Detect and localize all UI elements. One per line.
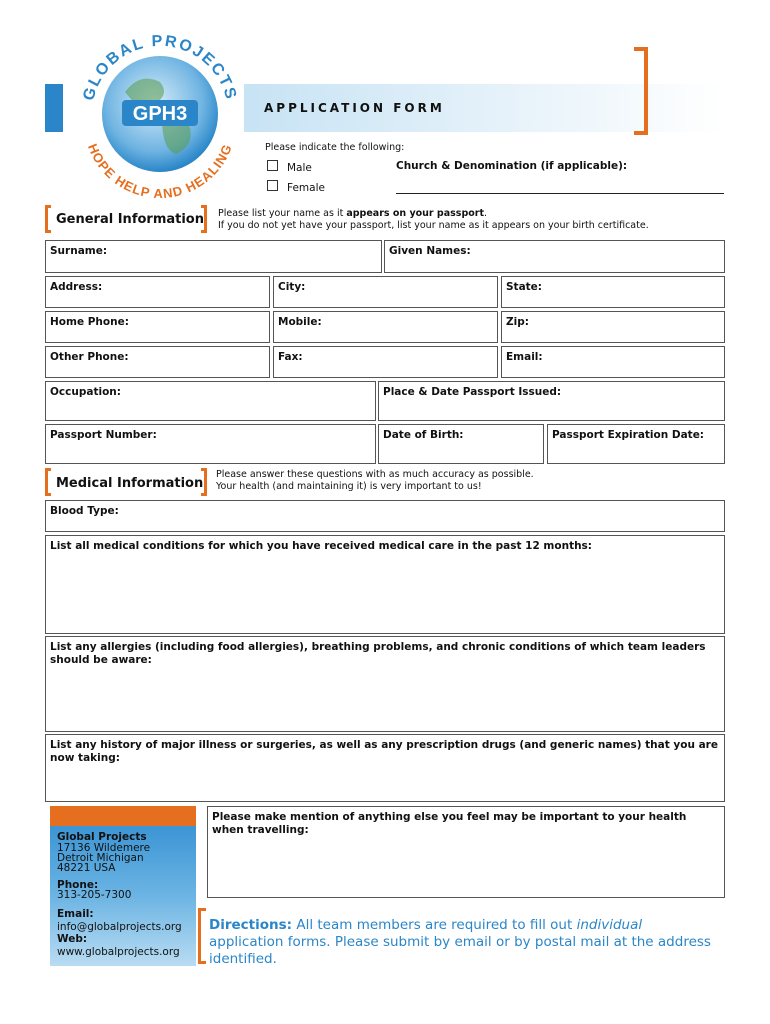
contact-web[interactable]: www.globalprojects.org <box>57 946 180 958</box>
header-blue-accent <box>45 84 63 132</box>
contact-org: Global Projects <box>57 831 147 843</box>
logo <box>70 22 250 202</box>
male-checkbox[interactable] <box>267 160 278 171</box>
medical-bracket-right <box>201 468 207 496</box>
passport-exp-field[interactable] <box>547 424 725 464</box>
contact-city: Detroit Michigan <box>57 852 144 864</box>
mobile-field[interactable] <box>273 311 498 343</box>
conditions-label: List all medical conditions for which you have received medical care in the past 12 months: <box>50 540 593 552</box>
directions-text <box>209 917 719 968</box>
contact-email[interactable]: info@globalprojects.org <box>57 921 182 933</box>
general-note-line2: If you do not yet have your passport, list your name as it appears on your birth certificate. <box>218 220 649 231</box>
zip-field[interactable] <box>501 311 725 343</box>
surname-label: Surname: <box>50 245 108 257</box>
general-bracket-right <box>201 205 207 233</box>
contact-email-label: Email: <box>57 908 94 920</box>
directions-bracket <box>198 908 206 964</box>
general-note-prefix: Please list your name as it <box>218 208 347 219</box>
given-names-field[interactable] <box>384 240 725 273</box>
general-note-suffix: . <box>484 208 488 219</box>
mobile-label: Mobile: <box>278 316 322 328</box>
directions-text1: All team members are required to fill out <box>292 917 577 933</box>
fax-field[interactable] <box>273 346 498 378</box>
allergies-field[interactable] <box>45 636 725 732</box>
passport-place-label: Place & Date Passport Issued: <box>383 386 562 398</box>
occupation-label: Occupation: <box>50 386 121 398</box>
passport-number-field[interactable] <box>45 424 376 464</box>
contact-phone-label: Phone: <box>57 879 99 891</box>
logo-ring-text: GLOBAL PROJECTS <box>80 32 240 103</box>
female-checkbox[interactable] <box>267 180 278 191</box>
passport-exp-label: Passport Expiration Date: <box>552 429 705 441</box>
male-label: Male <box>287 162 312 174</box>
general-note-bold: appears on your passport <box>346 208 485 219</box>
home-phone-label: Home Phone: <box>50 316 129 328</box>
church-input-line[interactable] <box>396 193 724 194</box>
indicate-text: Please indicate the following: <box>265 142 405 153</box>
zip-label: Zip: <box>506 316 529 328</box>
address-label: Address: <box>50 281 103 293</box>
dob-label: Date of Birth: <box>383 429 464 441</box>
passport-place-field[interactable] <box>378 381 725 421</box>
female-label: Female <box>287 182 325 194</box>
logo-graphic <box>70 22 250 202</box>
directions-italic: individual <box>576 917 643 933</box>
email-label: Email: <box>506 351 543 363</box>
medical-note <box>216 469 726 493</box>
church-label: Church & Denomination (if applicable): <box>396 160 628 172</box>
other-phone-field[interactable] <box>45 346 270 378</box>
dob-field[interactable] <box>378 424 544 464</box>
occupation-field[interactable] <box>45 381 376 421</box>
address-field[interactable] <box>45 276 270 308</box>
other-health-field[interactable] <box>207 806 725 898</box>
given-names-label: Given Names: <box>389 245 471 257</box>
fax-label: Fax: <box>278 351 303 363</box>
blood-type-label: Blood Type: <box>50 505 119 517</box>
logo-bottom-text: HOPE HELP AND HEALING <box>84 141 236 202</box>
contact-street: 17136 Wildemere <box>57 842 151 854</box>
passport-number-label: Passport Number: <box>50 429 157 441</box>
state-field[interactable] <box>501 276 725 308</box>
contact-sidebar-top-bar <box>50 806 196 826</box>
medical-note-line2: Your health (and maintaining it) is very important to us! <box>216 481 482 492</box>
general-note <box>218 208 728 232</box>
surname-field[interactable] <box>45 240 382 273</box>
contact-web-label: Web: <box>57 933 88 945</box>
form-title: APPLICATION FORM <box>264 101 445 115</box>
blood-type-field[interactable] <box>45 500 725 532</box>
history-field[interactable] <box>45 734 725 802</box>
directions-text2: application forms. Please submit by email or by postal mail at the address identified. <box>209 934 711 967</box>
logo-center-text: GPH3 <box>132 103 188 125</box>
other-health-label: Please make mention of anything else you feel may be important to your health when travelling: <box>212 811 687 836</box>
general-bracket-left <box>45 205 51 233</box>
history-label: List any history of major illness or surgeries, as well as any prescription drugs (and generic names) that you are now taking: <box>50 739 718 764</box>
general-heading: General Information <box>56 212 204 227</box>
state-label: State: <box>506 281 543 293</box>
medical-bracket-left <box>45 468 51 496</box>
city-label: City: <box>278 281 306 293</box>
header-orange-bracket <box>634 47 648 135</box>
allergies-label: List any allergies (including food allergies), breathing problems, and chronic conditions of which team leaders should be aware: <box>50 641 706 666</box>
email-field[interactable] <box>501 346 725 378</box>
other-phone-label: Other Phone: <box>50 351 129 363</box>
directions-label: Directions: <box>209 917 293 933</box>
home-phone-field[interactable] <box>45 311 270 343</box>
conditions-field[interactable] <box>45 535 725 634</box>
medical-note-line1: Please answer these questions with as much accuracy as possible. <box>216 469 534 480</box>
contact-zip: 48221 USA <box>57 862 116 874</box>
city-field[interactable] <box>273 276 498 308</box>
contact-phone: 313-205-7300 <box>57 889 132 901</box>
medical-heading: Medical Information <box>56 476 204 491</box>
